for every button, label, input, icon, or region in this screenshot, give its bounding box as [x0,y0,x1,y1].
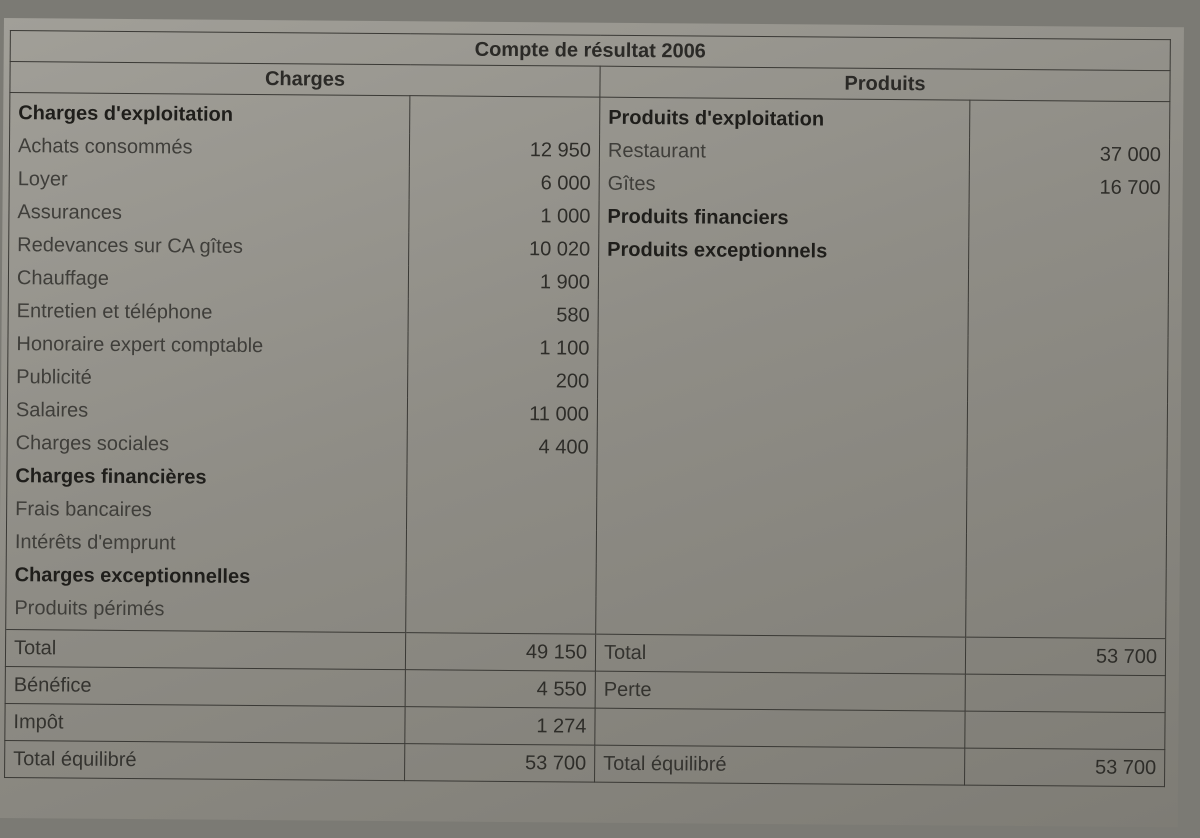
total-charge-label: Bénéfice [5,667,405,707]
charge-label: Produits périmés [6,592,406,633]
produit-label [597,399,967,435]
produit-value [966,600,1166,639]
produit-label: Produits exceptionnels [599,234,969,270]
charge-label: Charges financières [7,460,407,496]
produit-label [596,531,966,567]
produit-label [597,432,967,468]
charge-label: Charges sociales [7,427,407,463]
total-produit-value: 53 700 [965,748,1165,787]
produit-label: Gîtes [599,168,969,204]
charge-value [406,529,596,563]
produit-value [966,567,1166,602]
produit-label [596,564,966,600]
charge-value: 580 [408,298,598,332]
produit-value [966,501,1166,536]
charge-value [410,96,600,135]
produit-value: 37 000 [969,138,1169,173]
charge-value: 12 950 [409,133,599,167]
produit-label: Restaurant [599,135,969,171]
total-produit-value: 53 700 [965,637,1165,676]
charges-header: Charges [10,62,600,98]
total-produit-label: Total [595,634,965,674]
charge-label: Chauffage [8,262,408,298]
produit-label [597,465,967,501]
produit-value [967,435,1167,470]
charge-label: Achats consommés [9,130,409,166]
charge-label: Entretien et téléphone [8,295,408,331]
charge-value: 11 000 [407,397,597,431]
charge-label: Charges d'exploitation [10,93,410,134]
total-produit-value [965,711,1165,750]
total-produit-value [965,674,1165,713]
produit-value [969,237,1169,272]
total-charge-value: 1 274 [405,707,595,745]
produit-value [966,534,1166,569]
charge-label: Honoraire expert comptable [8,328,408,364]
statement-totals [5,630,1166,787]
total-charge-value: 4 550 [405,670,595,708]
produit-label: Produits d'exploitation [600,97,970,137]
income-statement-table [4,30,1171,787]
total-produit-label: Perte [595,671,965,711]
charge-label: Salaires [7,394,407,430]
produit-value [969,204,1169,239]
charge-value [406,595,596,634]
charge-label: Assurances [9,196,409,232]
charge-value [407,463,597,497]
charge-value [406,562,596,596]
total-charge-label: Total [5,630,405,670]
total-row [5,741,1165,787]
produit-value [968,369,1168,404]
total-produit-label [595,708,965,748]
statement-body [6,93,1170,639]
charge-value: 4 400 [407,430,597,464]
charge-label: Loyer [9,163,409,199]
charge-value: 1 900 [408,265,598,299]
charge-label: Publicité [8,361,408,397]
charge-label: Intérêts d'emprunt [6,526,406,562]
produit-value [970,100,1170,139]
charge-value [406,496,596,530]
charge-label: Charges exceptionnelles [6,559,406,595]
total-charge-value: 49 150 [405,633,595,671]
produit-value [967,468,1167,503]
document-sheet [0,18,1184,827]
produit-label [596,498,966,534]
charge-value: 1 100 [408,331,598,365]
produit-label [598,333,968,369]
charge-value: 10 020 [409,232,599,266]
produit-value: 16 700 [969,171,1169,206]
produit-label [598,300,968,336]
produit-value [968,270,1168,305]
produit-label [596,597,966,637]
charge-value: 200 [408,364,598,398]
charge-label: Frais bancaires [7,493,407,529]
produits-header: Produits [600,66,1170,101]
charge-label: Redevances sur CA gîtes [9,229,409,265]
produit-label: Produits financiers [599,201,969,237]
produit-value [967,402,1167,437]
total-charge-label: Total équilibré [5,741,405,781]
total-charge-value: 53 700 [405,744,595,782]
total-charge-label: Impôt [5,704,405,744]
charge-value: 1 000 [409,199,599,233]
table-title: Compte de résultat 2006 [10,31,1170,71]
total-produit-label: Total équilibré [595,745,965,785]
produit-label [598,366,968,402]
produit-value [968,303,1168,338]
charge-value: 6 000 [409,166,599,200]
produit-label [598,267,968,303]
produit-value [968,336,1168,371]
